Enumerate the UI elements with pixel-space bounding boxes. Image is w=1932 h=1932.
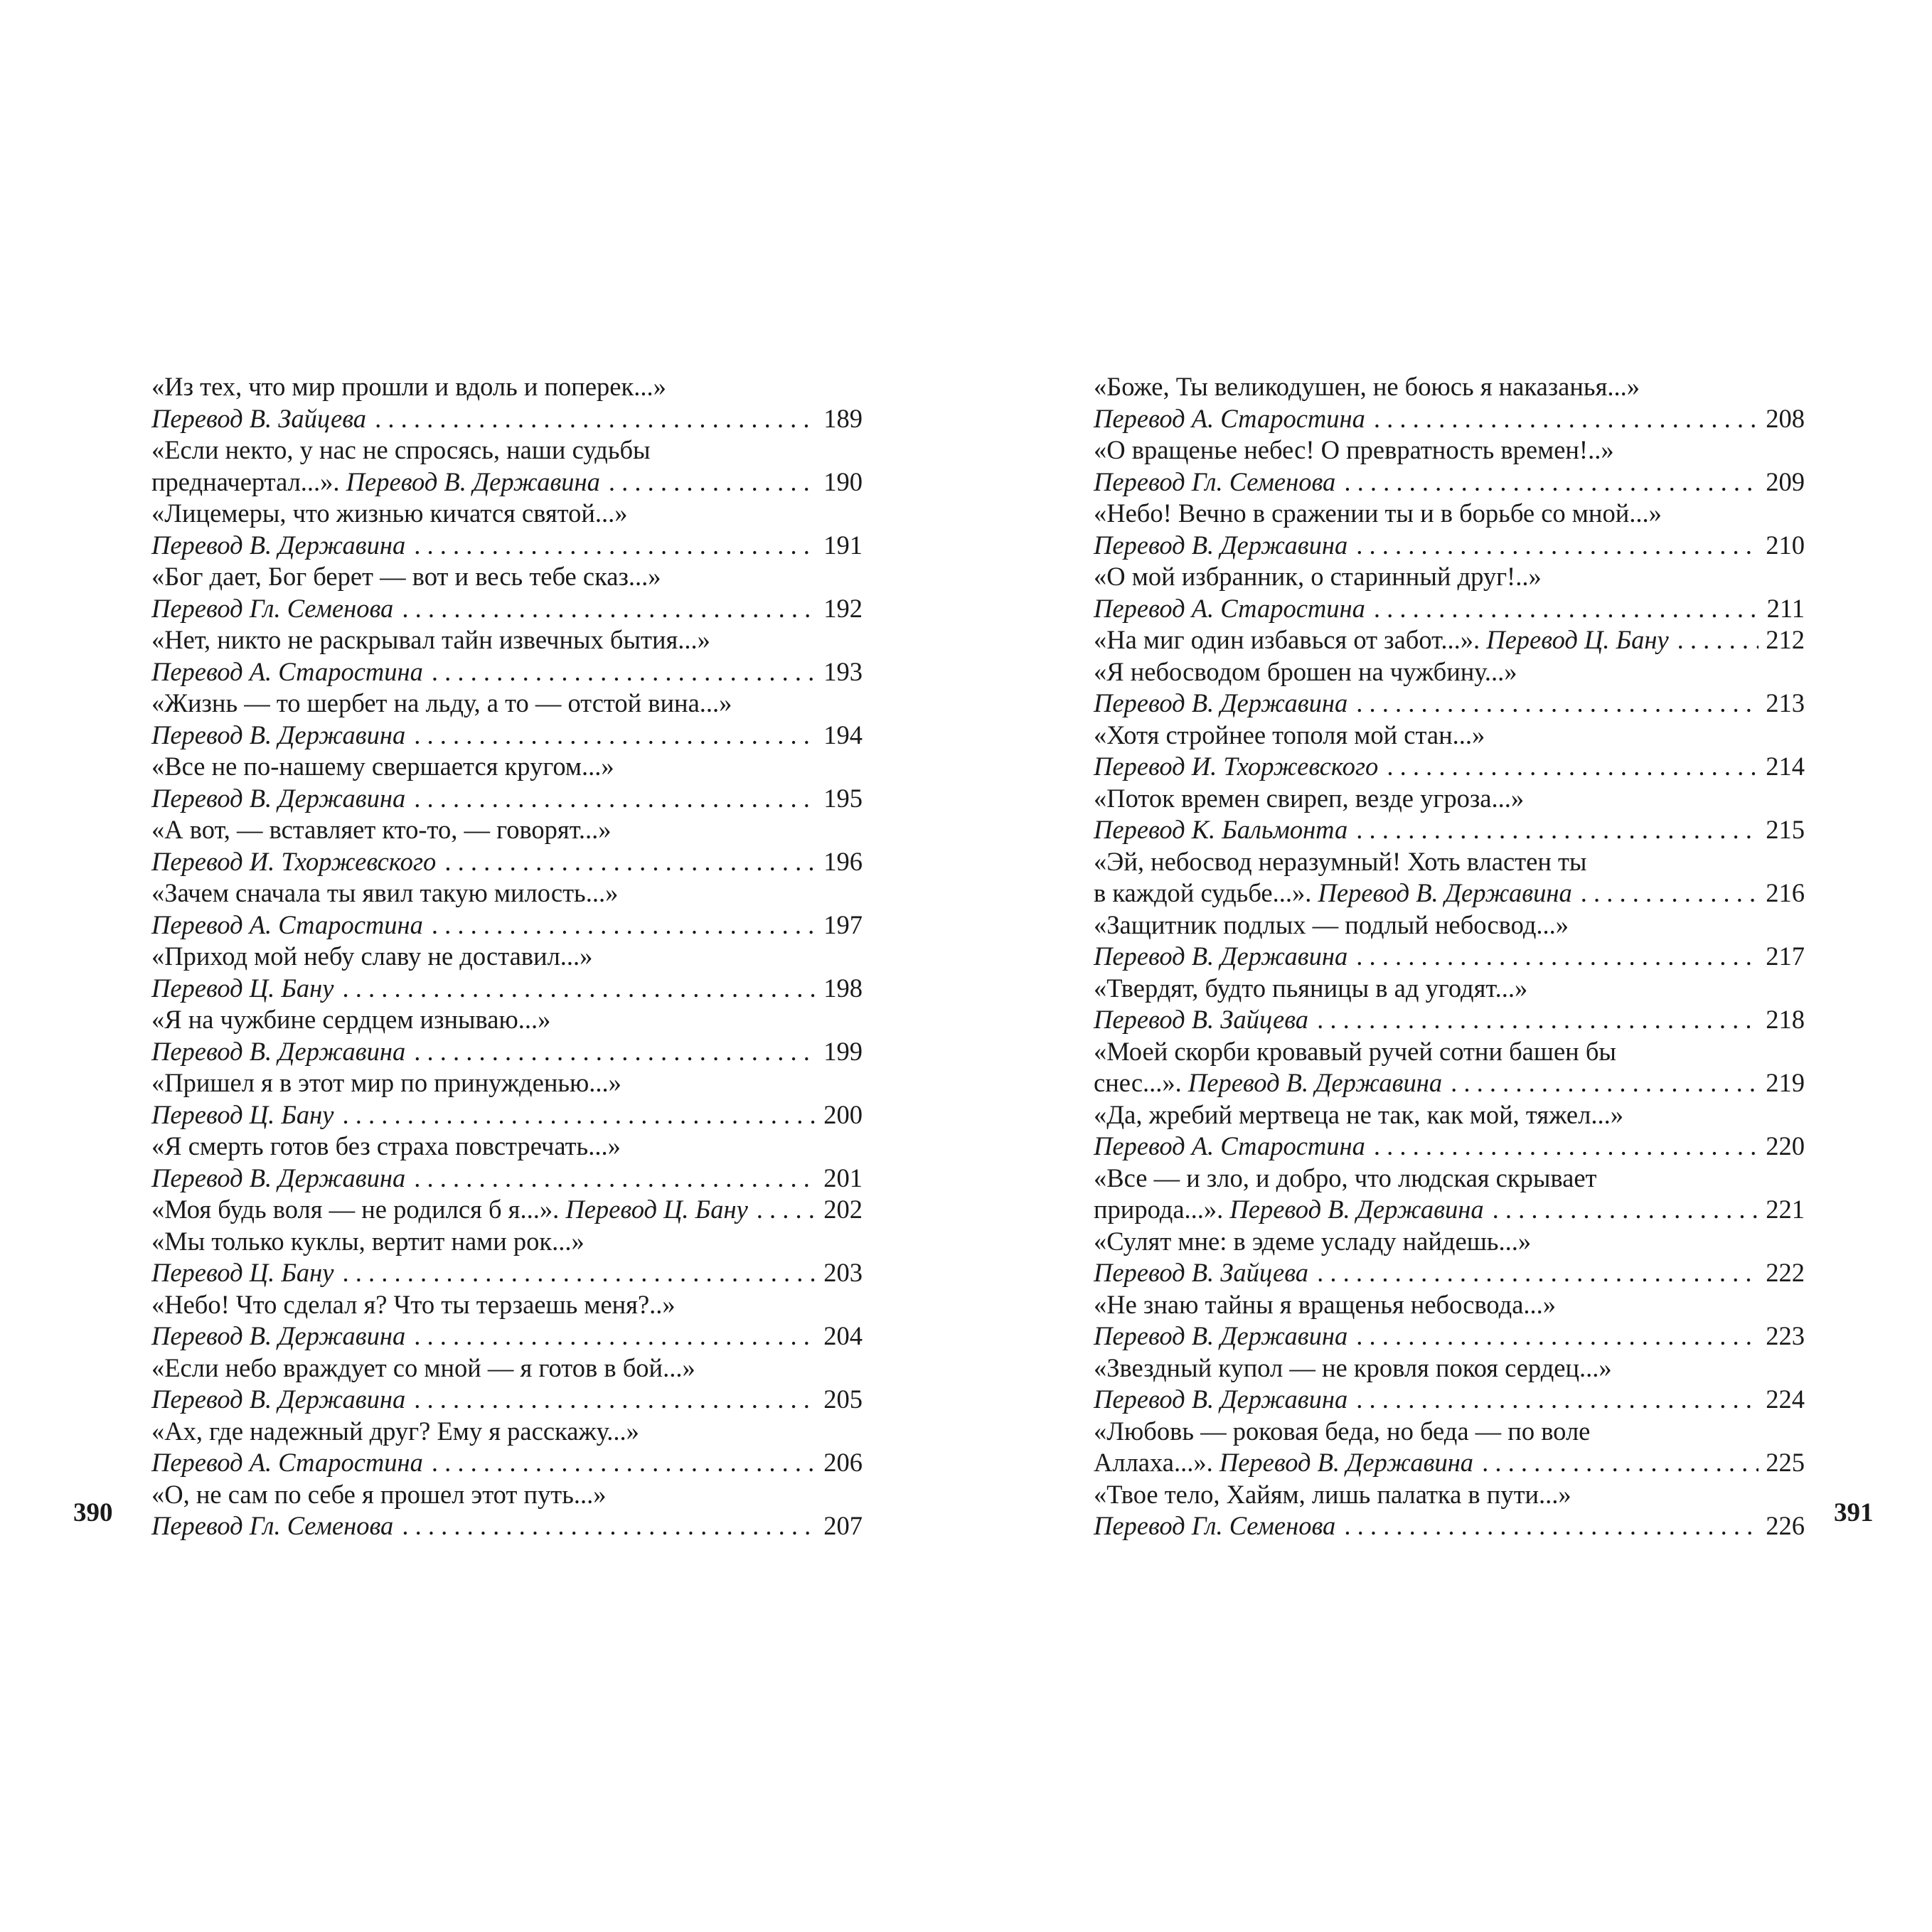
toc-entry [151,1416,863,1479]
poem-first-line: «Жизнь — то шербет на льду, а то — отстой вина...» [151,688,732,717]
toc-entry-line [151,1479,863,1511]
toc-entry-line [151,656,863,688]
dot-leader [1356,1384,1758,1415]
poem-first-line: «Сулят мне: в эдеме усладу найдешь...» [1094,1226,1532,1256]
page-reference: 205 [823,1384,863,1414]
page-reference: 195 [823,783,863,813]
toc-entry-line [151,498,863,530]
poem-first-line: «Все — и зло, и добро, что людская скрывает [1094,1163,1597,1192]
toc-entry-line [1094,1163,1805,1195]
poem-first-line: «Если небо враждует со мной — я готов в бой...» [151,1352,695,1382]
left-page-number: 390 [73,1498,113,1527]
toc-entry-line [151,1163,863,1195]
poem-first-line: «Моя будь воля — не родился б я...». [151,1195,566,1224]
poem-first-line: «Твердят, будто пьяницы в ад угодят...» [1094,973,1528,1003]
translator: Перевод В. Державина [151,1163,406,1192]
poem-first-line-continued: снес...». [1094,1068,1188,1097]
translator: Перевод Ц. Бану [151,1258,334,1287]
toc-entry-line [151,814,863,846]
toc-entry-line [151,1384,863,1416]
dot-leader [1317,1257,1758,1288]
toc-entry-line [151,1099,863,1131]
toc-entry [151,814,863,877]
page-reference: 220 [1766,1131,1805,1160]
toc-entry-line [151,1036,863,1068]
toc-entry [151,1004,863,1067]
page-reference: 224 [1766,1384,1805,1414]
toc-entry-line [1094,561,1805,593]
dot-leader [609,466,816,498]
toc-entry-line [1094,1067,1805,1099]
toc-entry [1094,624,1805,656]
translator: Перевод В. Державина [151,783,406,813]
toc-entry-line [1094,783,1805,815]
toc-entry [151,1352,863,1416]
translator: Перевод Гл. Семенова [1094,466,1336,496]
toc-entry-line [1094,1510,1805,1542]
poem-first-line-continued: предначертал...». [151,466,346,496]
toc-entry [1094,1163,1805,1226]
toc-entry-line [1094,1416,1805,1448]
translator: Перевод В. Зайцева [151,403,367,433]
page-reference: 214 [1766,752,1805,781]
toc-entry-line [1094,1194,1805,1226]
translator: Перевод В. Державина [1219,1448,1474,1477]
translator: Перевод В. Державина [1094,688,1348,717]
page-reference: 204 [823,1321,863,1350]
dot-leader [1374,1131,1758,1162]
toc-entry [151,561,863,624]
translator: Перевод Ц. Бану [565,1195,748,1224]
poem-first-line-continued: природа...». [1094,1195,1230,1224]
toc-entry-line [151,751,863,783]
toc-entry-line [151,1352,863,1384]
toc-entry [1094,846,1805,909]
toc-entry-line [1094,720,1805,752]
dot-leader [1374,403,1758,434]
poem-first-line: «Из тех, что мир прошли и вдоль и поперек...» [151,372,666,401]
dot-leader [414,1320,816,1352]
page-reference: 215 [1766,815,1805,844]
toc-entry [151,1131,863,1194]
poem-first-line: «Все не по-нашему свершается кругом...» [151,752,614,781]
translator: Перевод А. Старостина [151,909,423,939]
toc-entry-line [1094,1447,1805,1479]
toc-entry-line [151,1067,863,1099]
poem-first-line: «Боже, Ты великодушен, не боюсь я наказанья...» [1094,372,1640,401]
translator: Перевод В. Державина [151,530,406,560]
toc-entry-line [151,877,863,909]
toc-entry-line [1094,941,1805,973]
translator: Перевод Гл. Семенова [151,1511,394,1540]
dot-leader [432,1447,816,1478]
poem-first-line: «Я на чужбине сердцем изнываю...» [151,1005,551,1034]
toc-entry-line [151,783,863,815]
poem-first-line: «Если некто, у нас не спросясь, наши судьбы [151,435,651,464]
page-reference: 189 [823,403,863,433]
translator: Перевод В. Державина [1318,878,1572,907]
translator: Перевод Гл. Семенова [151,593,394,623]
poem-first-line: «Приход мой небу славу не доставил...» [151,941,593,971]
toc-entry [151,751,863,814]
translator: Перевод В. Державина [151,1384,406,1414]
dot-leader [432,909,816,941]
toc-entry-line [1094,909,1805,941]
left-page-contents [151,371,863,1542]
poem-first-line: «О, не сам по себе я прошел этот путь...» [151,1479,607,1509]
translator: Перевод Ц. Бану [1486,625,1669,654]
translator: Перевод В. Державина [151,720,406,749]
poem-first-line: «На миг один избавься от забот...». [1094,625,1487,654]
toc-entry-line [1094,498,1805,530]
poem-first-line: «Я смерть готов без страха повстречать...» [151,1131,621,1160]
dot-leader [1356,941,1758,972]
page-reference: 206 [823,1448,863,1477]
page-reference: 212 [1766,625,1805,654]
toc-entry [151,371,863,434]
translator: Перевод В. Державина [151,1036,406,1066]
toc-entry-line [1094,466,1805,498]
dot-leader [1344,1510,1758,1542]
dot-leader [1387,751,1758,782]
toc-entry-line [1094,1352,1805,1384]
page-reference: 202 [823,1195,863,1224]
poem-first-line: «Мы только куклы, вертит нами рок...» [151,1226,585,1256]
dot-leader [414,783,816,814]
toc-entry-line [1094,1384,1805,1416]
page-reference: 211 [1766,593,1805,623]
toc-entry-line [151,530,863,562]
page-reference: 213 [1766,688,1805,717]
translator: Перевод Ц. Бану [151,973,334,1003]
toc-entry-line [1094,371,1805,403]
toc-entry-line [151,1004,863,1036]
page-reference: 198 [823,973,863,1003]
toc-entry-line [1094,1099,1805,1131]
dot-leader [1493,1194,1759,1225]
page-reference: 196 [823,846,863,876]
page-reference: 218 [1766,1005,1805,1034]
dot-leader [342,1257,816,1288]
toc-entry-line [1094,814,1805,846]
page-reference: 201 [823,1163,863,1192]
toc-entry-line [1094,1004,1805,1036]
toc-entry-line [151,1416,863,1448]
translator: Перевод В. Зайцева [1094,1005,1309,1034]
right-page-contents [1094,371,1805,1542]
page-reference: 217 [1766,941,1805,971]
toc-entry-line [1094,593,1805,625]
toc-entry-line [151,973,863,1005]
translator: Перевод И. Тхоржевского [151,846,437,876]
poem-first-line: «Ах, где надежный друг? Ему я расскажу...» [151,1416,639,1446]
dot-leader [1482,1447,1758,1478]
page-reference: 203 [823,1258,863,1287]
toc-entry [1094,561,1805,624]
page-reference: 221 [1766,1195,1805,1224]
toc-entry [1094,909,1805,973]
toc-entry-line [151,1226,863,1258]
toc-entry-line [1094,1479,1805,1511]
toc-entry [151,1226,863,1289]
poem-first-line: «Эй, небосвод неразумный! Хоть властен ты [1094,846,1587,876]
dot-leader [1677,624,1759,656]
toc-entry-line [1094,624,1805,656]
translator: Перевод В. Державина [1094,530,1348,560]
page-reference: 190 [823,466,863,496]
poem-first-line: «Не знаю тайны я вращенья небосвода...» [1094,1289,1557,1319]
toc-entry-line [151,434,863,466]
translator: Перевод А. Старостина [151,1448,423,1477]
toc-entry-line [1094,846,1805,878]
poem-first-line: «Лицемеры, что жизнью кичатся святой...» [151,498,628,528]
poem-first-line: «Я небосводом брошен на чужбину...» [1094,656,1517,686]
toc-entry-line [151,1320,863,1352]
translator: Перевод А. Старостина [1094,403,1365,433]
poem-first-line: «О мой избранник, о старинный друг!..» [1094,562,1542,591]
toc-entry-line [151,909,863,941]
toc-entry-line [151,1194,863,1226]
dot-leader [1317,1004,1758,1035]
page-reference: 222 [1766,1258,1805,1287]
dot-leader [757,1194,816,1225]
toc-entry-line [1094,656,1805,688]
page-reference: 226 [1766,1511,1805,1540]
translator: Перевод А. Старостина [151,656,423,686]
translator: Перевод В. Зайцева [1094,1258,1309,1287]
translator: Перевод А. Старостина [1094,1131,1365,1160]
toc-entry [151,941,863,1004]
poem-first-line: «Пришел я в этот мир по принужденью...» [151,1068,621,1097]
toc-entry [151,1194,863,1226]
dot-leader [1356,1320,1758,1352]
dot-leader [1344,466,1758,498]
toc-entry [151,624,863,688]
dot-leader [414,1163,816,1194]
poem-first-line: «Звездный купол — не кровля покоя сердец...» [1094,1352,1612,1382]
dot-leader [414,1036,816,1067]
dot-leader [432,656,816,688]
toc-entry [151,1067,863,1131]
toc-entry-line [1094,1226,1805,1258]
dot-leader [1356,814,1758,845]
poem-first-line: «Да, жребий мертвеца не так, как мой, тяжел...» [1094,1099,1623,1129]
toc-entry-line [151,846,863,878]
toc-entry-line [1094,1320,1805,1352]
translator: Перевод В. Державина [346,466,600,496]
toc-entry [1094,656,1805,720]
poem-first-line: «Хотя стройнее тополя мой стан...» [1094,720,1485,749]
poem-first-line: «Зачем сначала ты явил такую милость...» [151,878,619,907]
translator: Перевод В. Державина [1094,941,1348,971]
page-reference: 225 [1766,1448,1805,1477]
toc-entry [1094,1099,1805,1163]
toc-entry [151,688,863,751]
page-reference: 192 [823,593,863,623]
dot-leader [414,530,816,561]
translator: Перевод А. Старостина [1094,593,1365,623]
toc-entry-line [151,561,863,593]
right-page-number: 391 [1834,1498,1874,1527]
dot-leader [342,973,816,1004]
dot-leader [1581,877,1759,909]
toc-entry [1094,371,1805,434]
toc-entry [151,1289,863,1352]
toc-entry-line [1094,877,1805,909]
toc-entry-line [1094,403,1805,435]
toc-entry-line [151,688,863,720]
page-reference: 197 [823,909,863,939]
poem-first-line: «Небо! Что сделал я? Что ты терзаешь меня?..» [151,1289,676,1319]
page-reference: 191 [823,530,863,560]
translator: Перевод В. Державина [1188,1068,1443,1097]
translator: Перевод В. Державина [1094,1384,1348,1414]
poem-first-line-continued: в каждой судьбе...». [1094,878,1318,907]
toc-entry [1094,1036,1805,1099]
poem-first-line: «Бог дает, Бог берет — вот и весь тебе сказ...» [151,562,661,591]
toc-entry-line [151,1131,863,1163]
toc-entry-line [151,1510,863,1542]
page-reference: 223 [1766,1321,1805,1350]
page-reference: 209 [1766,466,1805,496]
dot-leader [1356,530,1758,561]
translator: Перевод В. Державина [151,1321,406,1350]
dot-leader [414,720,816,751]
toc-entry-line [1094,434,1805,466]
toc-entry [151,498,863,561]
page-reference: 210 [1766,530,1805,560]
page-reference: 207 [823,1511,863,1540]
toc-entry [1094,1226,1805,1289]
toc-entry-line [151,403,863,435]
toc-entry-line [1094,1289,1805,1321]
toc-entry [151,877,863,941]
translator: Перевод В. Державина [1094,1321,1348,1350]
poem-first-line: «Небо! Вечно в сражении ты и в борьбе со мной...» [1094,498,1662,528]
toc-entry [1094,1479,1805,1542]
translator: Перевод Ц. Бану [151,1099,334,1129]
poem-first-line: «А вот, — вставляет кто-то, — говорят...» [151,815,612,844]
toc-entry-line [151,1257,863,1289]
toc-entry-line [151,1447,863,1479]
toc-entry-line [151,941,863,973]
poem-first-line: «Защитник подлых — подлый небосвод...» [1094,909,1569,939]
toc-entry [1094,973,1805,1036]
toc-entry-line [1094,751,1805,783]
toc-entry [151,434,863,498]
toc-entry-line [151,624,863,656]
toc-entry-line [151,593,863,625]
page-reference: 199 [823,1036,863,1066]
translator: Перевод К. Бальмонта [1094,815,1348,844]
poem-first-line: «О вращенье небес! О превратность времен!..» [1094,435,1614,464]
translator: Перевод И. Тхоржевского [1094,752,1379,781]
toc-entry [1094,1416,1805,1479]
translator: Перевод Гл. Семенова [1094,1511,1336,1540]
page-reference: 194 [823,720,863,749]
poem-first-line-continued: Аллаха...». [1094,1448,1219,1477]
toc-entry [1094,1352,1805,1416]
poem-first-line: «Любовь — роковая беда, но беда — по воле [1094,1416,1591,1446]
toc-entry [1094,783,1805,846]
toc-entry-line [151,466,863,498]
dot-leader [1356,688,1758,719]
dot-leader [375,403,816,434]
toc-entry-line [1094,1036,1805,1068]
page-reference: 200 [823,1099,863,1129]
toc-entry-line [151,371,863,403]
dot-leader [402,1510,816,1542]
toc-entry-line [1094,1131,1805,1163]
poem-first-line: «Твое тело, Хайям, лишь палатка в пути...» [1094,1479,1571,1509]
translator: Перевод В. Державина [1229,1195,1484,1224]
toc-entry [1094,1289,1805,1352]
poem-first-line: «Нет, никто не раскрывал тайн извечных бытия...» [151,625,710,654]
toc-entry-line [1094,973,1805,1005]
page-reference: 219 [1766,1068,1805,1097]
toc-entry-line [151,1289,863,1321]
page-reference: 193 [823,656,863,686]
dot-leader [1374,593,1760,624]
toc-entry [1094,498,1805,561]
page-reference: 216 [1766,878,1805,907]
toc-entry-line [1094,688,1805,720]
dot-leader [444,846,816,877]
page-reference: 208 [1766,403,1805,433]
dot-leader [402,593,816,624]
poem-first-line: «Моей скорби кровавый ручей сотни башен бы [1094,1036,1616,1066]
poem-first-line: «Поток времен свирeп, везде угроза...» [1094,783,1525,813]
toc-entry-line [1094,530,1805,562]
toc-entry-line [151,720,863,752]
toc-entry [1094,434,1805,498]
dot-leader [1451,1067,1758,1099]
dot-leader [342,1099,816,1131]
toc-entry [1094,720,1805,783]
dot-leader [414,1384,816,1415]
toc-entry [151,1479,863,1542]
toc-entry-line [1094,1257,1805,1289]
